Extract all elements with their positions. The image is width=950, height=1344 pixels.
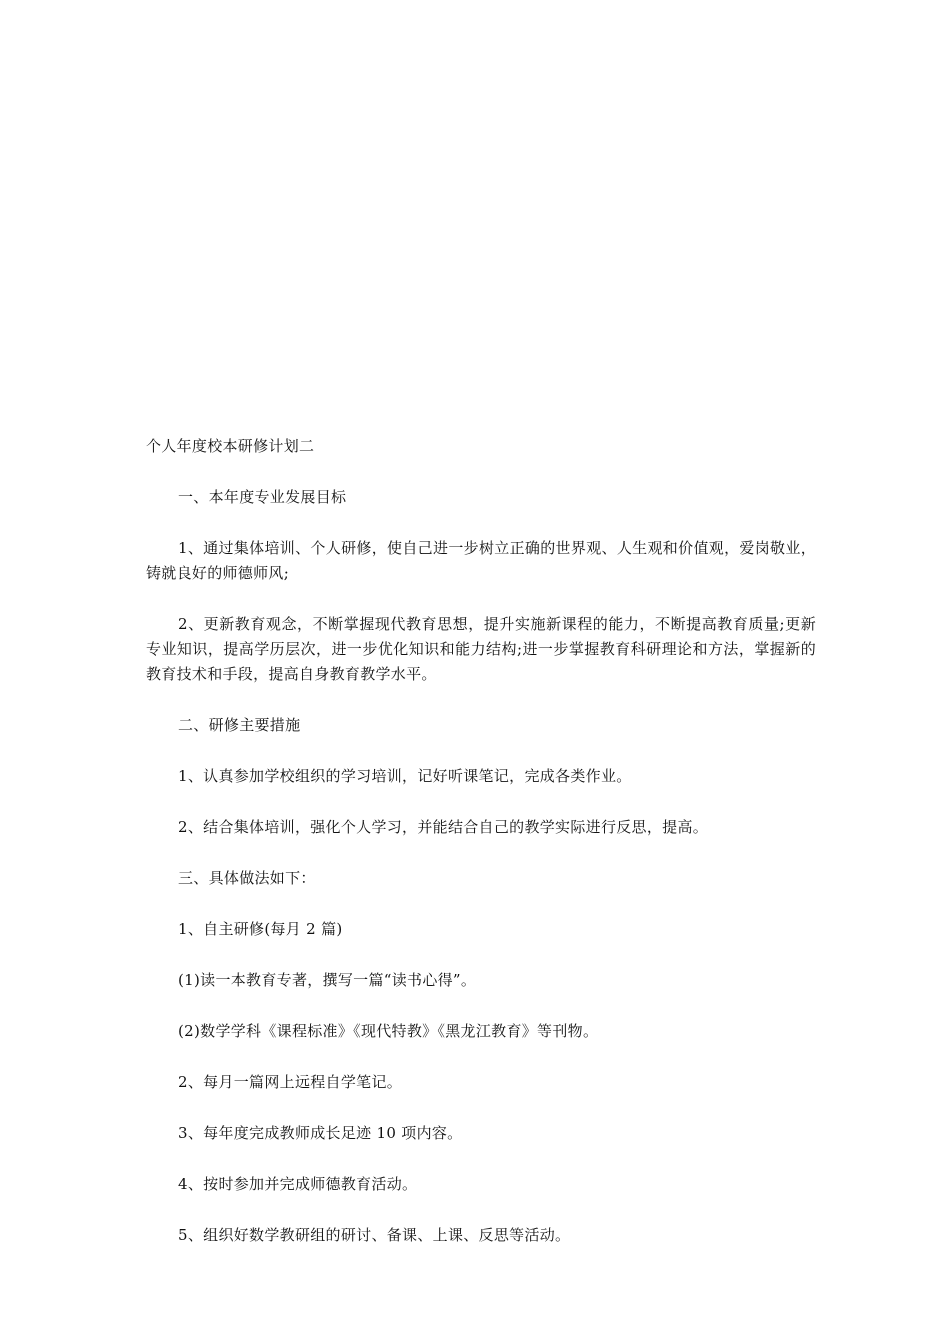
paragraph: 1、自主研修(每月 2 篇): [178, 920, 343, 938]
document-title: 个人年度校本研修计划二: [146, 437, 315, 455]
section-heading-2: 二、研修主要措施: [178, 716, 301, 734]
section-heading-3: 三、具体做法如下：: [178, 869, 316, 887]
paragraph: 4、按时参加并完成师德教育活动。: [178, 1175, 418, 1193]
paragraph: 5、组织好数学教研组的研讨、备课、上课、反思等活动。: [178, 1226, 571, 1244]
paragraph: 1、通过集体培训、个人研修，使自己进一步树立正确的世界观、人生观和价值观，爱岗敬业，铸就良好的师德师风;: [146, 539, 816, 582]
paragraph: (2)数学学科《课程标准》《现代特教》《黑龙江教育》等刊物。: [178, 1022, 599, 1040]
paragraph: 3、每年度完成教师成长足迹 10 项内容。: [178, 1124, 463, 1142]
paragraph: 2、更新教育观念，不断掌握现代教育思想，提升实施新课程的能力，不断提高教育质量;更新专业知识，提高学历层次，进一步优化知识和能力结构;进一步掌握教育科研理论和方法，掌握新的教育技术和手段，提高自身教育教学水平。: [146, 615, 816, 683]
paragraph: 1、认真参加学校组织的学习培训，记好听课笔记，完成各类作业。: [178, 767, 632, 785]
paragraph: 2、结合集体培训，强化个人学习，并能结合自己的教学实际进行反思，提高。: [178, 818, 709, 836]
section-heading-1: 一、本年度专业发展目标: [178, 488, 347, 506]
paragraph: 2、每月一篇网上远程自学笔记。: [178, 1073, 403, 1091]
paragraph: (1)读一本教育专著，撰写一篇“读书心得”。: [178, 971, 477, 989]
document-body: [146, 434, 816, 1274]
